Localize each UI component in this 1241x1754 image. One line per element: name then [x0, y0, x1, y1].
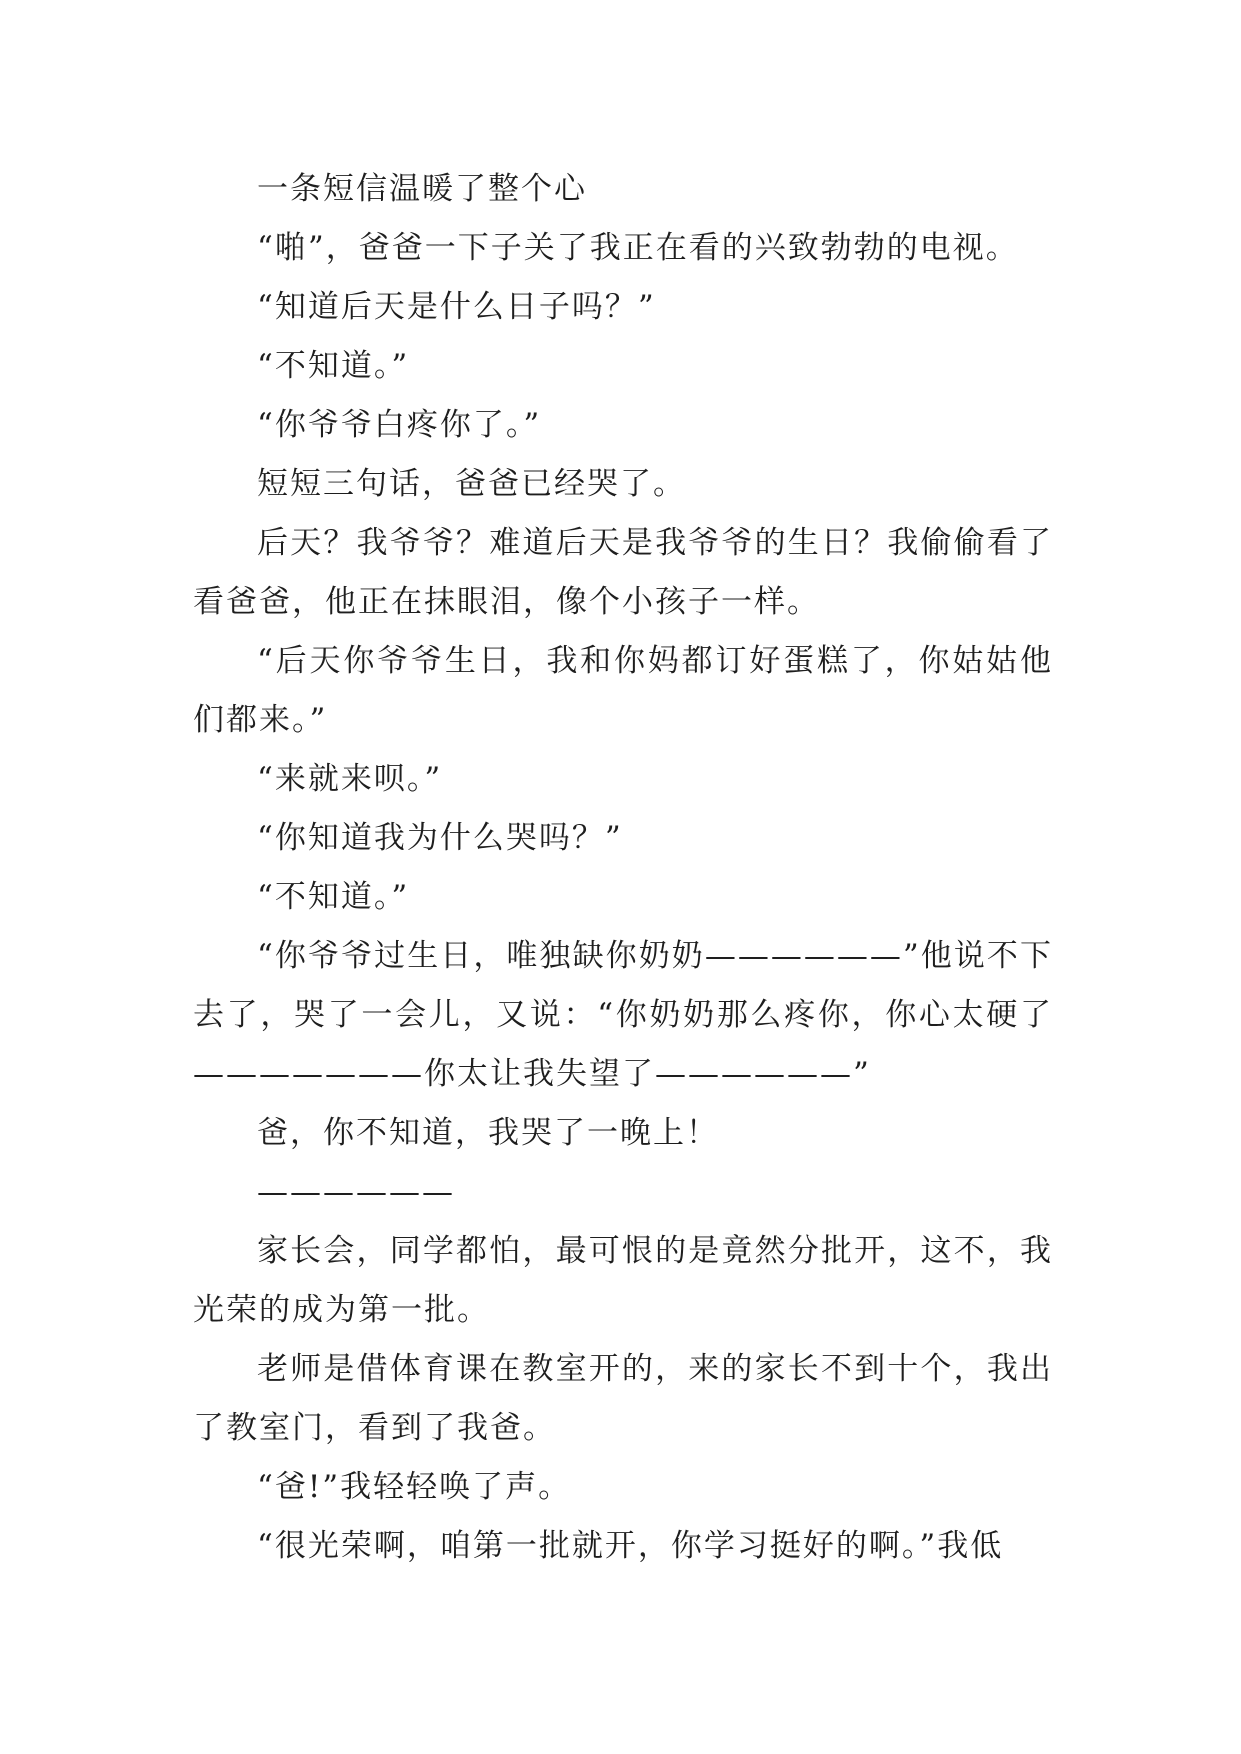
section-divider: ——————	[257, 1174, 455, 1210]
paragraph: “你爷爷过生日，唯独缺你奶奶——————”他说不下去了，哭了一会儿，又说：“你奶奶那么疼你，你心太硬了———————你太让我失望了——————”	[193, 938, 1053, 1092]
paragraph: 老师是借体育课在教室开的，来的家长不到十个，我出了教室门，看到了我爸。	[193, 1351, 1053, 1446]
paragraph: “很光荣啊，咱第一批就开，你学习挺好的啊。”我低	[257, 1528, 1004, 1564]
paragraph: “你知道我为什么哭吗？”	[257, 820, 623, 856]
paragraph: “你爷爷白疼你了。”	[257, 407, 542, 443]
paragraph: 家长会，同学都怕，最可恨的是竟然分批开，这不，我光荣的成为第一批。	[193, 1233, 1053, 1328]
paragraph: “后天你爷爷生日，我和你妈都订好蛋糕了，你姑姑他们都来。”	[193, 643, 1053, 738]
paragraph: 爸，你不知道，我哭了一晚上！	[257, 1115, 719, 1151]
paragraph: “不知道。”	[257, 879, 410, 915]
document-body	[193, 160, 1053, 1576]
paragraph: “啪”，爸爸一下子关了我正在看的兴致勃勃的电视。	[257, 230, 1019, 266]
paragraph: “爸!”我轻轻唤了声。	[257, 1469, 572, 1505]
essay-title: 一条短信温暖了整个心	[257, 171, 587, 207]
paragraph: 短短三句话，爸爸已经哭了。	[257, 466, 686, 502]
paragraph: “知道后天是什么日子吗？”	[257, 289, 656, 325]
paragraph: “来就来呗。”	[257, 761, 443, 797]
paragraph: 后天？我爷爷？难道后天是我爷爷的生日？我偷偷看了看爸爸，他正在抹眼泪，像个小孩子一样。	[193, 525, 1053, 620]
paragraph: “不知道。”	[257, 348, 410, 384]
